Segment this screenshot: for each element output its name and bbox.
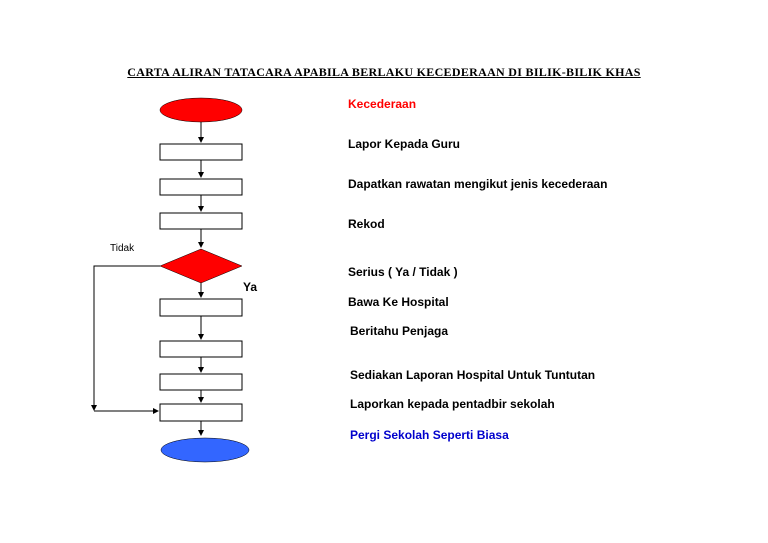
step-dapatkan-rawatan: Dapatkan rawatan mengikut jenis kecederaan (348, 177, 608, 191)
process-box-5 (160, 341, 242, 357)
start-node (160, 98, 242, 122)
step-bawa-hospital: Bawa Ke Hospital (348, 295, 449, 309)
process-box-1 (160, 144, 242, 160)
arrow-decision-no-path (94, 266, 160, 410)
process-box-6 (160, 374, 242, 390)
step-sediakan-laporan: Sediakan Laporan Hospital Untuk Tuntutan (350, 368, 596, 382)
decision-node (160, 249, 242, 283)
end-node (161, 438, 249, 462)
step-pergi-sekolah: Pergi Sekolah Seperti Biasa (350, 428, 509, 442)
branch-label-no: Tidak (110, 243, 135, 254)
process-box-2 (160, 179, 242, 195)
chart-title: CARTA ALIRAN TATACARA APABILA BERLAKU KECEDERAAN DI BILIK-BILIK KHAS (127, 65, 641, 79)
step-serius: Serius ( Ya / Tidak ) (348, 265, 458, 279)
step-rekod: Rekod (348, 217, 385, 231)
step-beritahu-penjaga: Beritahu Penjaga (350, 324, 449, 338)
branch-label-yes: Ya (243, 280, 258, 294)
step-lapor-guru: Lapor Kepada Guru (348, 137, 461, 151)
process-box-4 (160, 299, 242, 316)
step-kecederaan: Kecederaan (348, 97, 417, 111)
step-laporkan-pentadbir: Laporkan kepada pentadbir sekolah (350, 397, 555, 411)
process-box-7 (160, 404, 242, 421)
process-box-3 (160, 213, 242, 229)
